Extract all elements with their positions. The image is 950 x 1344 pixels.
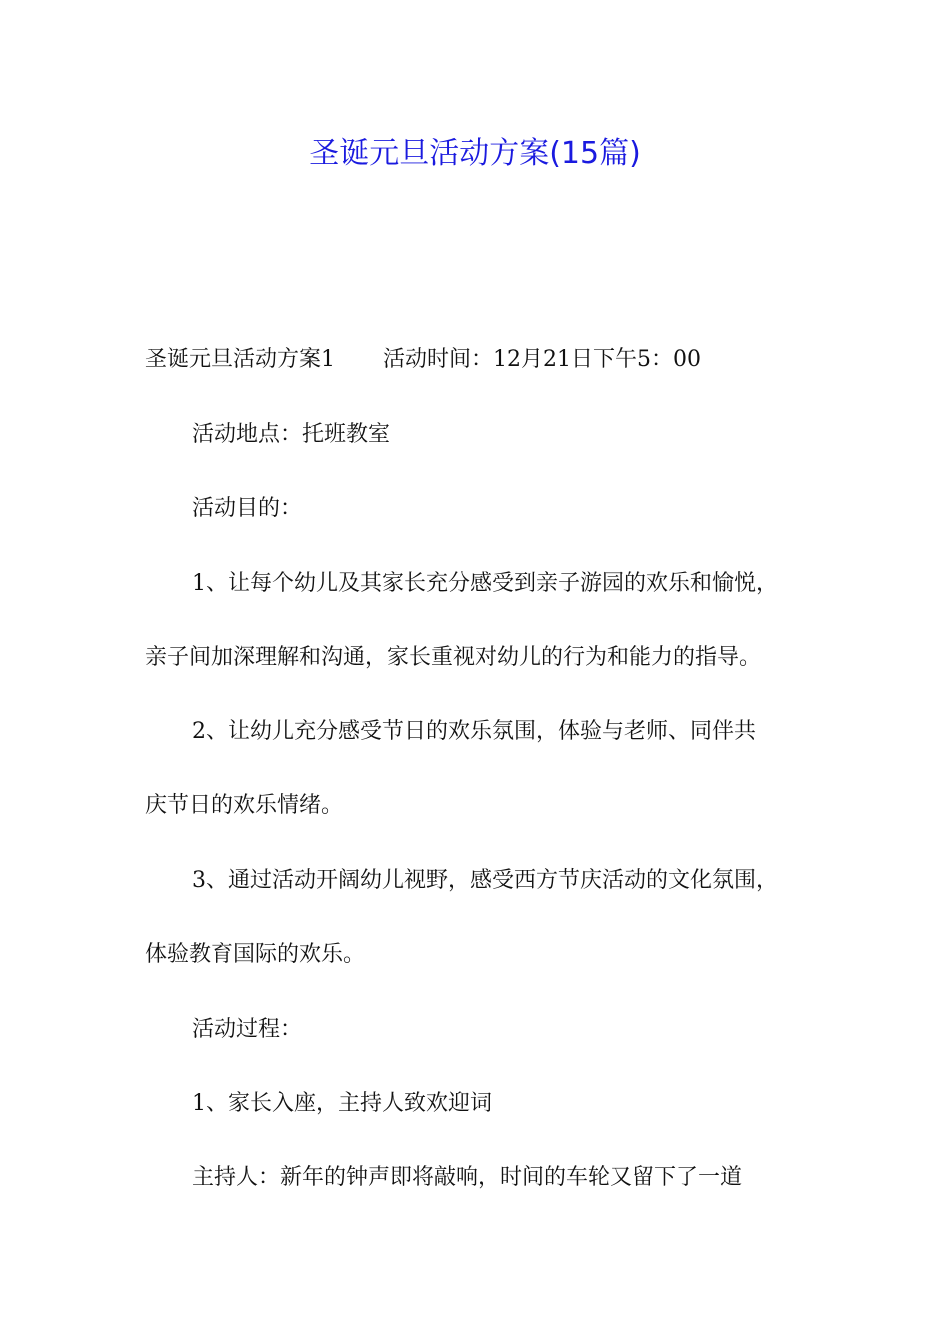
purpose-item-3-continued: 体验教育国际的欢乐。 xyxy=(145,942,366,967)
host-speech: 主持人：新年的钟声即将敲响，时间的车轮又留下了一道 xyxy=(192,1165,743,1190)
purpose-item-2-continued: 庆节日的欢乐情绪。 xyxy=(145,793,344,818)
process-step-1: 1、家长入座，主持人致欢迎词 xyxy=(192,1091,492,1116)
purpose-item-1-continued: 亲子间加深理解和沟通，家长重视对幼儿的行为和能力的指导。 xyxy=(145,645,762,670)
document-title: 圣诞元旦活动方案(15篇) xyxy=(309,136,641,171)
activity-process-heading: 活动过程： xyxy=(192,1017,303,1042)
purpose-item-3: 3、通过活动开阔幼儿视野，感受西方节庆活动的文化氛围， xyxy=(192,868,778,893)
activity-purpose-heading: 活动目的： xyxy=(192,496,303,521)
section-heading: 圣诞元旦活动方案1 xyxy=(145,347,335,372)
purpose-item-1: 1、让每个幼儿及其家长充分感受到亲子游园的欢乐和愉悦， xyxy=(192,571,778,596)
activity-time: 活动时间：12月21日下午5：00 xyxy=(383,347,701,372)
activity-location: 活动地点：托班教室 xyxy=(192,422,391,447)
purpose-item-2: 2、让幼儿充分感受节日的欢乐氛围，体验与老师、同伴共 xyxy=(192,719,756,744)
paragraph-line-1 xyxy=(145,345,825,375)
